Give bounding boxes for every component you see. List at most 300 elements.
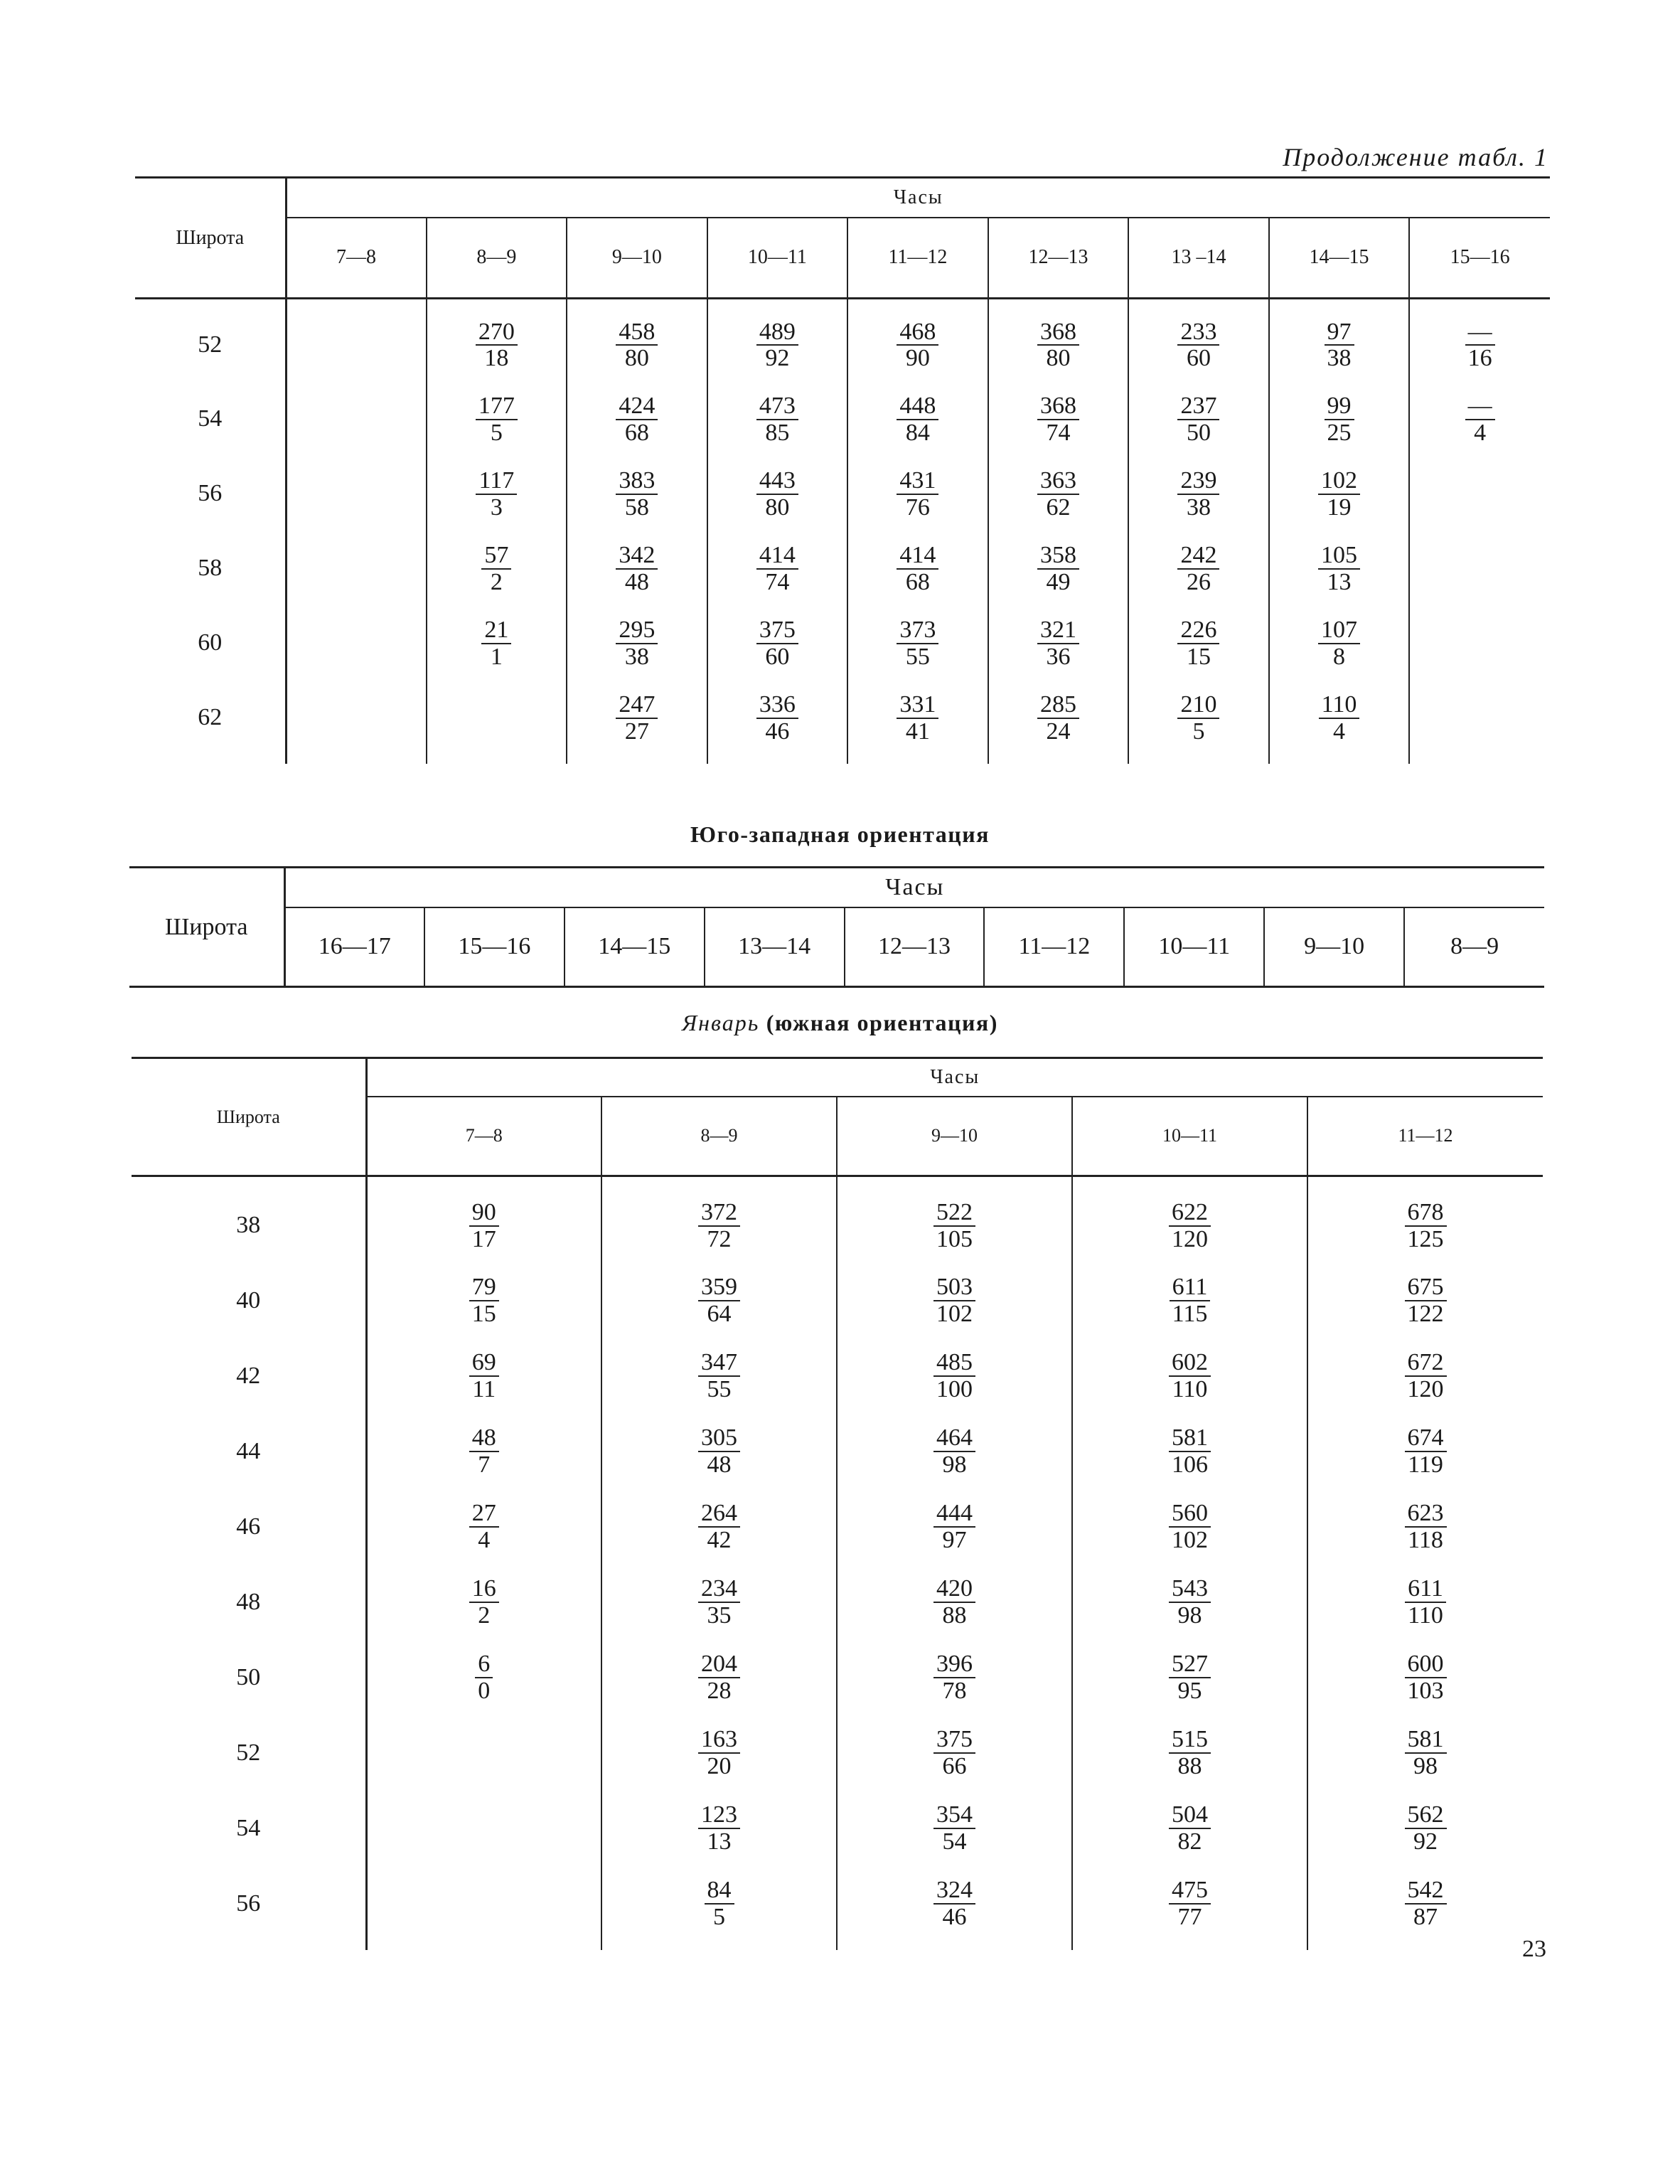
value-cell xyxy=(988,457,1129,531)
fraction xyxy=(698,1425,740,1477)
value-cell xyxy=(1269,531,1410,606)
fraction-numerator: — xyxy=(1465,393,1495,420)
section-title-orientation: (южная ориентация) xyxy=(766,1010,998,1035)
latitude-header: Широта xyxy=(132,1058,366,1176)
value-cell xyxy=(567,299,707,382)
value-cell xyxy=(1409,457,1550,531)
fraction-denominator: 49 xyxy=(1046,568,1071,595)
value-cell xyxy=(601,1263,837,1338)
table-row xyxy=(135,606,1550,681)
fraction-denominator: 13 xyxy=(707,1828,732,1855)
section-title-january xyxy=(0,1010,1680,1036)
fraction xyxy=(1405,1651,1447,1703)
value-cell xyxy=(837,1338,1072,1414)
fraction xyxy=(756,319,798,371)
value-cell xyxy=(837,1489,1072,1565)
value-cell xyxy=(1269,457,1410,531)
fraction-numerator: 163 xyxy=(698,1727,740,1754)
value-cell xyxy=(366,1640,601,1715)
value-cell xyxy=(366,1715,601,1791)
value-cell xyxy=(286,457,427,531)
fraction-denominator: 92 xyxy=(765,345,790,372)
fraction-numerator: 6 xyxy=(475,1651,493,1678)
fraction xyxy=(756,468,798,520)
value-cell xyxy=(567,531,707,606)
fraction xyxy=(481,617,511,669)
value-cell xyxy=(1128,606,1269,681)
value-cell xyxy=(1072,1414,1307,1489)
column-header-hours: 14—15 xyxy=(565,907,705,987)
fraction-numerator: 354 xyxy=(933,1802,975,1829)
column-header-hours: 11—12 xyxy=(1307,1097,1543,1176)
column-header-hours: 16—17 xyxy=(284,907,424,987)
value-cell xyxy=(1072,1176,1307,1263)
latitude-cell: 42 xyxy=(132,1338,366,1414)
latitude-cell: 50 xyxy=(132,1640,366,1715)
fraction-denominator: 19 xyxy=(1327,494,1352,521)
fraction-denominator: 68 xyxy=(624,419,649,446)
fraction xyxy=(476,468,517,520)
fraction-denominator: 48 xyxy=(707,1451,732,1478)
fraction-numerator: 383 xyxy=(616,468,658,495)
fraction-numerator: 464 xyxy=(933,1425,975,1452)
value-cell xyxy=(1072,1489,1307,1565)
fraction-numerator: 105 xyxy=(1318,543,1360,570)
fraction xyxy=(756,692,798,744)
fraction-denominator: 92 xyxy=(1413,1828,1438,1855)
fraction-numerator: 611 xyxy=(1405,1576,1446,1603)
fraction-numerator: 373 xyxy=(897,617,938,644)
fraction-denominator: 105 xyxy=(936,1225,973,1252)
fraction-denominator: 3 xyxy=(490,494,503,521)
fraction-numerator: 485 xyxy=(933,1350,975,1377)
fraction-denominator: 120 xyxy=(1172,1225,1208,1252)
value-cell xyxy=(1409,681,1550,764)
fraction-denominator: 64 xyxy=(707,1301,732,1327)
fraction xyxy=(756,543,798,595)
value-cell xyxy=(366,1791,601,1866)
fraction-denominator: 72 xyxy=(707,1225,732,1252)
fraction-numerator: 468 xyxy=(897,319,938,346)
fraction-numerator: 504 xyxy=(1169,1802,1211,1829)
table-row xyxy=(132,1263,1543,1338)
fraction-denominator: 102 xyxy=(936,1301,973,1327)
value-cell xyxy=(366,1263,601,1338)
fraction xyxy=(1037,319,1079,371)
value-cell xyxy=(286,382,427,457)
hours-header: Часы xyxy=(366,1058,1543,1097)
fraction xyxy=(616,393,658,445)
value-cell xyxy=(427,382,567,457)
table-row xyxy=(132,1791,1543,1866)
fraction xyxy=(469,1576,499,1628)
fraction-denominator: 2 xyxy=(478,1602,491,1629)
fraction xyxy=(1177,319,1219,371)
fraction xyxy=(1169,1576,1211,1628)
value-cell xyxy=(837,1715,1072,1791)
value-cell xyxy=(366,1489,601,1565)
fraction-numerator: 16 xyxy=(469,1576,499,1603)
fraction-numerator: 503 xyxy=(933,1274,975,1301)
value-cell xyxy=(988,606,1129,681)
fraction xyxy=(1325,319,1354,371)
value-cell xyxy=(707,531,848,606)
fraction xyxy=(698,1802,740,1854)
fraction-denominator: 115 xyxy=(1172,1301,1208,1327)
fraction-denominator: 84 xyxy=(905,419,930,446)
fraction xyxy=(705,1877,734,1929)
fraction-numerator: 372 xyxy=(698,1200,740,1227)
fraction-numerator: 57 xyxy=(481,543,511,570)
column-header-hours: 7—8 xyxy=(366,1097,601,1176)
column-header-hours: 15—16 xyxy=(1409,218,1550,299)
latitude-cell: 40 xyxy=(132,1263,366,1338)
table-continuation xyxy=(135,176,1550,764)
fraction-denominator: 28 xyxy=(707,1678,732,1704)
fraction xyxy=(469,1274,499,1326)
fraction xyxy=(1177,617,1219,669)
fraction-denominator: 2 xyxy=(490,568,503,595)
latitude-header: Широта xyxy=(129,868,284,987)
fraction-numerator: 239 xyxy=(1177,468,1219,495)
fraction-numerator: 358 xyxy=(1037,543,1079,570)
fraction xyxy=(897,393,938,445)
fraction-numerator: 473 xyxy=(756,393,798,420)
value-cell xyxy=(1072,1715,1307,1791)
fraction xyxy=(933,1802,975,1854)
value-cell xyxy=(601,1866,837,1950)
table-row xyxy=(135,457,1550,531)
column-header-hours: 9—10 xyxy=(1264,907,1404,987)
fraction xyxy=(1170,1274,1211,1326)
value-cell xyxy=(1307,1489,1543,1565)
fraction-denominator: 38 xyxy=(624,643,649,670)
latitude-header: Широта xyxy=(135,178,286,299)
fraction xyxy=(933,1501,975,1552)
fraction-numerator: 443 xyxy=(756,468,798,495)
column-header-hours: 10—11 xyxy=(707,218,848,299)
value-cell xyxy=(1072,1338,1307,1414)
fraction xyxy=(1169,1877,1211,1929)
column-header-hours: 14—15 xyxy=(1269,218,1410,299)
fraction-denominator: 88 xyxy=(942,1602,967,1629)
fraction-numerator: 674 xyxy=(1405,1425,1447,1452)
value-cell xyxy=(847,457,988,531)
fraction-denominator: 82 xyxy=(1177,1828,1202,1855)
fraction xyxy=(897,319,938,371)
fraction-denominator: 38 xyxy=(1327,345,1352,372)
fraction-denominator: 8 xyxy=(1333,643,1346,670)
fraction-numerator: 375 xyxy=(933,1727,975,1754)
fraction-denominator: 80 xyxy=(624,345,649,372)
fraction-numerator: 210 xyxy=(1177,692,1219,719)
fraction xyxy=(469,1200,499,1252)
fraction xyxy=(1405,1200,1447,1252)
column-header-hours: 10—11 xyxy=(1124,907,1264,987)
value-cell xyxy=(837,1263,1072,1338)
value-cell xyxy=(601,1565,837,1640)
column-header-hours: 11—12 xyxy=(847,218,988,299)
fraction-numerator: 515 xyxy=(1169,1727,1211,1754)
table-row xyxy=(135,299,1550,382)
fraction xyxy=(469,1425,499,1477)
fraction-numerator: 527 xyxy=(1169,1651,1211,1678)
fraction-denominator: 0 xyxy=(478,1678,491,1704)
fraction-denominator: 55 xyxy=(905,643,930,670)
fraction-numerator: 90 xyxy=(469,1200,499,1227)
fraction xyxy=(698,1576,740,1628)
value-cell xyxy=(427,531,567,606)
hours-header: Часы xyxy=(286,178,1550,218)
fraction-numerator: 336 xyxy=(756,692,798,719)
fraction-numerator: 342 xyxy=(616,543,658,570)
fraction-denominator: 54 xyxy=(942,1828,967,1855)
value-cell xyxy=(1128,382,1269,457)
fraction-denominator: 60 xyxy=(1186,345,1211,372)
value-cell xyxy=(1307,1176,1543,1263)
fraction-numerator: 117 xyxy=(476,468,517,495)
value-cell xyxy=(1409,531,1550,606)
value-cell xyxy=(1072,1866,1307,1950)
latitude-cell: 48 xyxy=(132,1565,366,1640)
fraction-numerator: 264 xyxy=(698,1501,740,1528)
fraction-denominator: 5 xyxy=(490,419,503,446)
fraction xyxy=(616,543,658,595)
section-title-southwest: Юго-западная ориентация xyxy=(690,821,990,847)
fraction xyxy=(1177,393,1219,445)
fraction-numerator: 622 xyxy=(1169,1200,1211,1227)
column-header-hours: 7—8 xyxy=(286,218,427,299)
fraction-denominator: 74 xyxy=(1046,419,1071,446)
fraction xyxy=(1405,1425,1447,1477)
fraction-denominator: 88 xyxy=(1177,1753,1202,1779)
fraction-denominator: 55 xyxy=(707,1376,732,1402)
fraction-denominator: 27 xyxy=(624,718,649,745)
fraction-numerator: 247 xyxy=(616,692,658,719)
latitude-cell: 38 xyxy=(132,1176,366,1263)
fraction-numerator: 458 xyxy=(616,319,658,346)
fraction-numerator: 672 xyxy=(1405,1350,1447,1377)
value-cell xyxy=(366,1176,601,1263)
value-cell xyxy=(707,457,848,531)
fraction xyxy=(1037,543,1079,595)
value-cell xyxy=(1307,1715,1543,1791)
latitude-cell: 62 xyxy=(135,681,286,764)
table-row xyxy=(132,1338,1543,1414)
fraction xyxy=(1318,617,1360,669)
fraction-denominator: 120 xyxy=(1407,1376,1444,1402)
value-cell xyxy=(847,531,988,606)
fraction-denominator: 5 xyxy=(713,1904,725,1930)
column-header-hours: 8—9 xyxy=(427,218,567,299)
fraction xyxy=(1405,1501,1447,1552)
fraction xyxy=(1325,393,1354,445)
fraction-numerator: 543 xyxy=(1169,1576,1211,1603)
value-cell xyxy=(366,1866,601,1950)
value-cell xyxy=(1128,681,1269,764)
fraction-denominator: 110 xyxy=(1408,1602,1443,1629)
value-cell xyxy=(988,531,1129,606)
column-header-hours: 13—14 xyxy=(705,907,845,987)
value-cell xyxy=(837,1565,1072,1640)
fraction-numerator: 237 xyxy=(1177,393,1219,420)
column-header-hours: 10—11 xyxy=(1072,1097,1307,1176)
fraction-numerator: 396 xyxy=(933,1651,975,1678)
value-cell xyxy=(1269,299,1410,382)
value-cell xyxy=(1269,681,1410,764)
fraction-denominator: 90 xyxy=(905,345,930,372)
latitude-cell: 60 xyxy=(135,606,286,681)
latitude-cell: 44 xyxy=(132,1414,366,1489)
table-row xyxy=(132,1489,1543,1565)
value-cell xyxy=(286,606,427,681)
fraction-denominator: 38 xyxy=(1186,494,1211,521)
fraction-denominator: 50 xyxy=(1186,419,1211,446)
value-cell xyxy=(1269,382,1410,457)
value-cell xyxy=(366,1565,601,1640)
fraction-numerator: 226 xyxy=(1177,617,1219,644)
fraction-denominator: 60 xyxy=(765,643,790,670)
table-row xyxy=(132,1414,1543,1489)
fraction xyxy=(616,692,658,744)
fraction-numerator: 475 xyxy=(1169,1877,1211,1905)
fraction xyxy=(933,1350,975,1402)
latitude-cell: 58 xyxy=(135,531,286,606)
fraction-denominator: 98 xyxy=(1413,1753,1438,1779)
fraction xyxy=(1465,393,1495,445)
fraction-denominator: 78 xyxy=(942,1678,967,1704)
value-cell xyxy=(1072,1791,1307,1866)
fraction xyxy=(1177,692,1219,744)
fraction-denominator: 77 xyxy=(1177,1904,1202,1930)
fraction-numerator: 522 xyxy=(933,1200,975,1227)
fraction-numerator: 123 xyxy=(698,1802,740,1829)
fraction-numerator: 48 xyxy=(469,1425,499,1452)
value-cell xyxy=(601,1414,837,1489)
column-header-hours: 12—13 xyxy=(988,218,1129,299)
fraction-denominator: 5 xyxy=(1192,718,1205,745)
fraction xyxy=(933,1200,975,1252)
fraction xyxy=(1405,1727,1447,1779)
value-cell xyxy=(427,299,567,382)
fraction-denominator: 7 xyxy=(478,1451,491,1478)
fraction-denominator: 24 xyxy=(1046,718,1071,745)
fraction xyxy=(1318,543,1360,595)
fraction xyxy=(1318,468,1360,520)
fraction-numerator: 448 xyxy=(897,393,938,420)
fraction-numerator: 678 xyxy=(1405,1200,1447,1227)
fraction xyxy=(1037,617,1079,669)
fraction-denominator: 1 xyxy=(490,643,503,670)
fraction-numerator: 675 xyxy=(1405,1274,1447,1301)
fraction xyxy=(897,468,938,520)
fraction xyxy=(933,1727,975,1779)
fraction-numerator: 69 xyxy=(469,1350,499,1377)
fraction xyxy=(897,617,938,669)
fraction xyxy=(1037,692,1079,744)
value-cell xyxy=(567,457,707,531)
fraction-denominator: 106 xyxy=(1172,1451,1208,1478)
fraction xyxy=(481,543,511,595)
fraction-denominator: 100 xyxy=(936,1376,973,1402)
value-cell xyxy=(366,1338,601,1414)
latitude-cell: 52 xyxy=(132,1715,366,1791)
fraction xyxy=(616,617,658,669)
fraction xyxy=(698,1200,740,1252)
fraction-numerator: 285 xyxy=(1037,692,1079,719)
fraction xyxy=(1405,1274,1447,1326)
fraction-numerator: 368 xyxy=(1037,319,1079,346)
value-cell xyxy=(601,1489,837,1565)
fraction-denominator: 95 xyxy=(1177,1678,1202,1704)
table-southwest-header xyxy=(129,866,1544,988)
value-cell xyxy=(988,299,1129,382)
value-cell xyxy=(1269,606,1410,681)
fraction xyxy=(1465,319,1495,371)
latitude-cell: 56 xyxy=(132,1866,366,1950)
fraction-denominator: 97 xyxy=(942,1527,967,1553)
fraction-numerator: 234 xyxy=(698,1576,740,1603)
fraction-numerator: 233 xyxy=(1177,319,1219,346)
fraction-denominator: 41 xyxy=(905,718,930,745)
value-cell xyxy=(567,606,707,681)
fraction xyxy=(1405,1350,1447,1402)
fraction-denominator: 15 xyxy=(1186,643,1211,670)
latitude-cell: 52 xyxy=(135,299,286,382)
column-header-hours: 12—13 xyxy=(845,907,985,987)
value-cell xyxy=(707,382,848,457)
fraction-numerator: 324 xyxy=(933,1877,975,1905)
fraction xyxy=(616,468,658,520)
fraction-numerator: 321 xyxy=(1037,617,1079,644)
fraction-numerator: 581 xyxy=(1405,1727,1447,1754)
value-cell xyxy=(847,681,988,764)
fraction-denominator: 4 xyxy=(1333,718,1346,745)
fraction-numerator: 99 xyxy=(1325,393,1354,420)
fraction-numerator: 420 xyxy=(933,1576,975,1603)
fraction-numerator: 204 xyxy=(698,1651,740,1678)
table-row xyxy=(135,531,1550,606)
column-header-hours: 15—16 xyxy=(424,907,565,987)
fraction xyxy=(1169,1200,1211,1252)
column-header-hours: 11—12 xyxy=(984,907,1124,987)
fraction xyxy=(1169,1802,1211,1854)
latitude-cell: 54 xyxy=(132,1791,366,1866)
fraction-denominator: 42 xyxy=(707,1527,732,1553)
value-cell xyxy=(1072,1263,1307,1338)
fraction-denominator: 62 xyxy=(1046,494,1071,521)
column-header-hours: 8—9 xyxy=(1404,907,1544,987)
fraction-numerator: 177 xyxy=(476,393,518,420)
fraction xyxy=(1405,1576,1446,1628)
value-cell xyxy=(567,681,707,764)
table-row xyxy=(132,1565,1543,1640)
fraction-denominator: 25 xyxy=(1327,419,1352,446)
value-cell xyxy=(847,299,988,382)
fraction-denominator: 80 xyxy=(1046,345,1071,372)
fraction-numerator: 107 xyxy=(1318,617,1360,644)
fraction-numerator: 84 xyxy=(705,1877,734,1905)
fraction xyxy=(616,319,658,371)
fraction xyxy=(897,543,938,595)
fraction-numerator: 489 xyxy=(756,319,798,346)
fraction-denominator: 110 xyxy=(1172,1376,1208,1402)
table-january-south xyxy=(132,1057,1543,1950)
value-cell xyxy=(567,382,707,457)
fraction xyxy=(469,1501,499,1552)
fraction-numerator: 581 xyxy=(1169,1425,1211,1452)
value-cell xyxy=(1128,299,1269,382)
